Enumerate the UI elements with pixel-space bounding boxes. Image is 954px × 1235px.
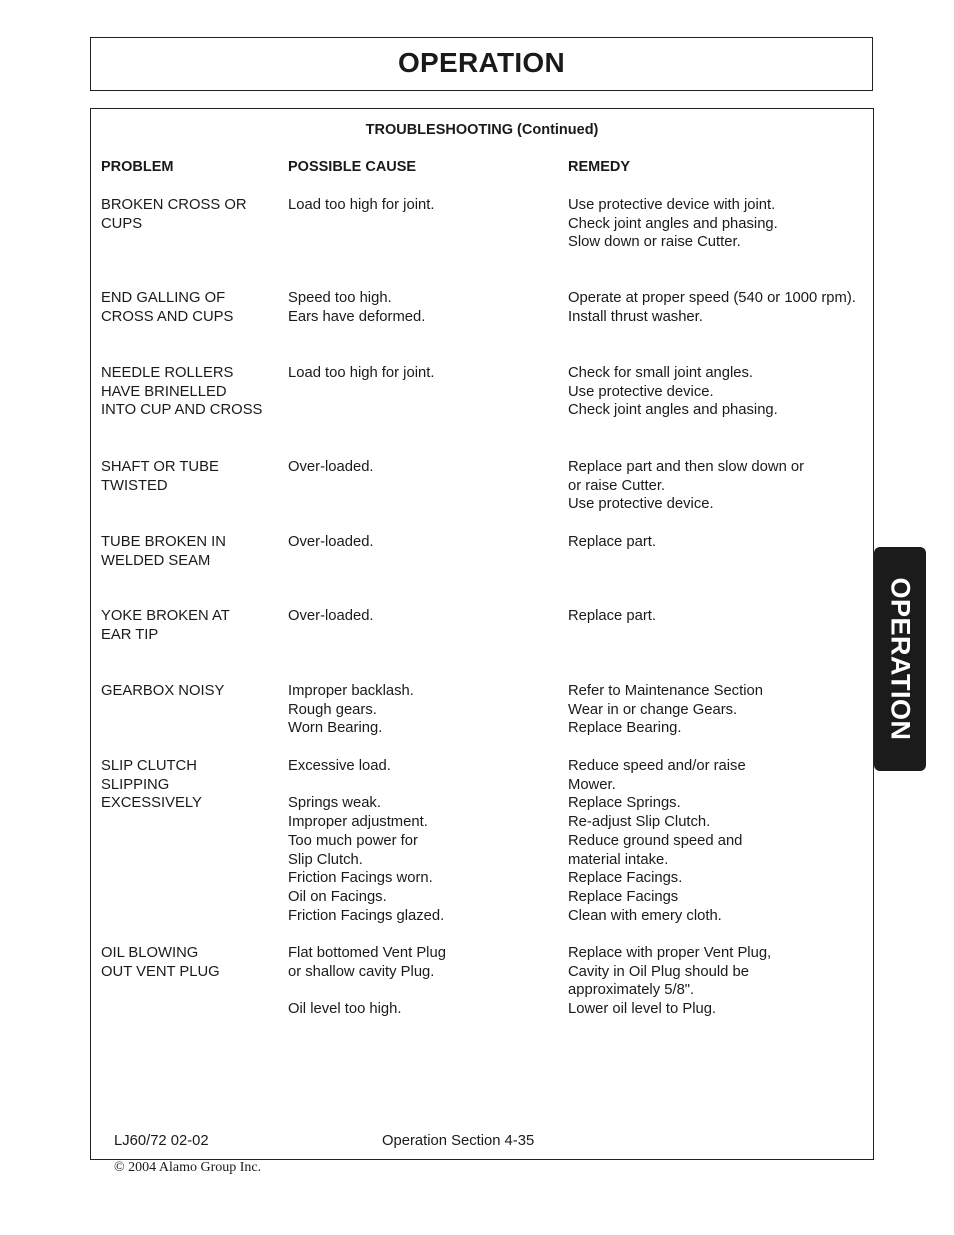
table-row-remedy: Replace part. <box>568 608 657 624</box>
table-row-remedy: Check for small joint angles. Use protective device. Check joint angles and phasing. <box>568 365 778 419</box>
table-row-cause: Load too high for joint. <box>288 197 435 213</box>
table-row-cause: Speed too high. Ears have deformed. <box>288 290 426 325</box>
table-row-remedy: Replace part and then slow down or or raise Cutter. Use protective device. <box>568 459 805 513</box>
table-row-remedy: Operate at proper speed (540 or 1000 rpm). Install thrust washer. <box>568 290 856 325</box>
table-row-cause: Load too high for joint. <box>288 365 435 381</box>
column-header-problem: PROBLEM <box>101 159 174 175</box>
section-side-tab <box>874 547 926 771</box>
table-row-problem: BROKEN CROSS OR CUPS <box>101 197 247 232</box>
table-row-problem: TUBE BROKEN IN WELDED SEAM <box>101 534 226 569</box>
copyright-notice: © 2004 Alamo Group Inc. <box>114 1160 262 1175</box>
column-header-cause: POSSIBLE CAUSE <box>288 159 417 175</box>
page-number: Operation Section 4-35 <box>382 1133 535 1149</box>
table-row-cause: Excessive load. Springs weak. Improper adjustment. Too much power for Slip Clutch. Friction Facings worn. Oil on Facings. Friction Facings glazed. <box>288 758 445 924</box>
table-row-problem: OIL BLOWING OUT VENT PLUG <box>101 945 220 980</box>
side-tab-label: OPERATION <box>885 577 916 741</box>
document-code: LJ60/72 02-02 <box>114 1133 209 1149</box>
table-row-remedy: Replace part. <box>568 534 657 550</box>
table-row-problem: GEARBOX NOISY <box>101 683 225 699</box>
table-row-cause: Over-loaded. <box>288 459 374 475</box>
table-row-problem: END GALLING OF CROSS AND CUPS <box>101 290 234 325</box>
page-title: OPERATION <box>397 47 566 78</box>
table-row-problem: NEEDLE ROLLERS HAVE BRINELLED INTO CUP AND CROSS <box>101 365 263 419</box>
table-row-cause: Flat bottomed Vent Plug or shallow cavity Plug. Oil level too high. <box>288 945 446 1018</box>
section-title: TROUBLESHOOTING (Continued) <box>365 122 599 138</box>
column-header-remedy: REMEDY <box>568 159 631 175</box>
table-row-cause: Improper backlash. Rough gears. Worn Bearing. <box>288 683 414 737</box>
table-row-remedy: Reduce speed and/or raise Mower. Replace Springs. Re-adjust Slip Clutch. Reduce ground speed and material intake. Replace Facings. Replace Facings Clean with emery cloth. <box>568 758 746 924</box>
table-row-cause: Over-loaded. <box>288 534 374 550</box>
table-row-problem: SLIP CLUTCH SLIPPING EXCESSIVELY <box>101 758 202 812</box>
header-box <box>90 37 873 91</box>
table-row-problem: YOKE BROKEN AT EAR TIP <box>101 608 230 643</box>
table-row-remedy: Refer to Maintenance Section Wear in or change Gears. Replace Bearing. <box>568 683 763 737</box>
table-row-remedy: Use protective device with joint. Check joint angles and phasing. Slow down or raise Cutter. <box>568 197 778 251</box>
table-row-remedy: Replace with proper Vent Plug, Cavity in Oil Plug should be approximately 5/8". Lower oil level to Plug. <box>568 945 772 1018</box>
table-row-problem: SHAFT OR TUBE TWISTED <box>101 459 219 494</box>
table-row-cause: Over-loaded. <box>288 608 374 624</box>
troubleshooting-table <box>90 108 874 1160</box>
